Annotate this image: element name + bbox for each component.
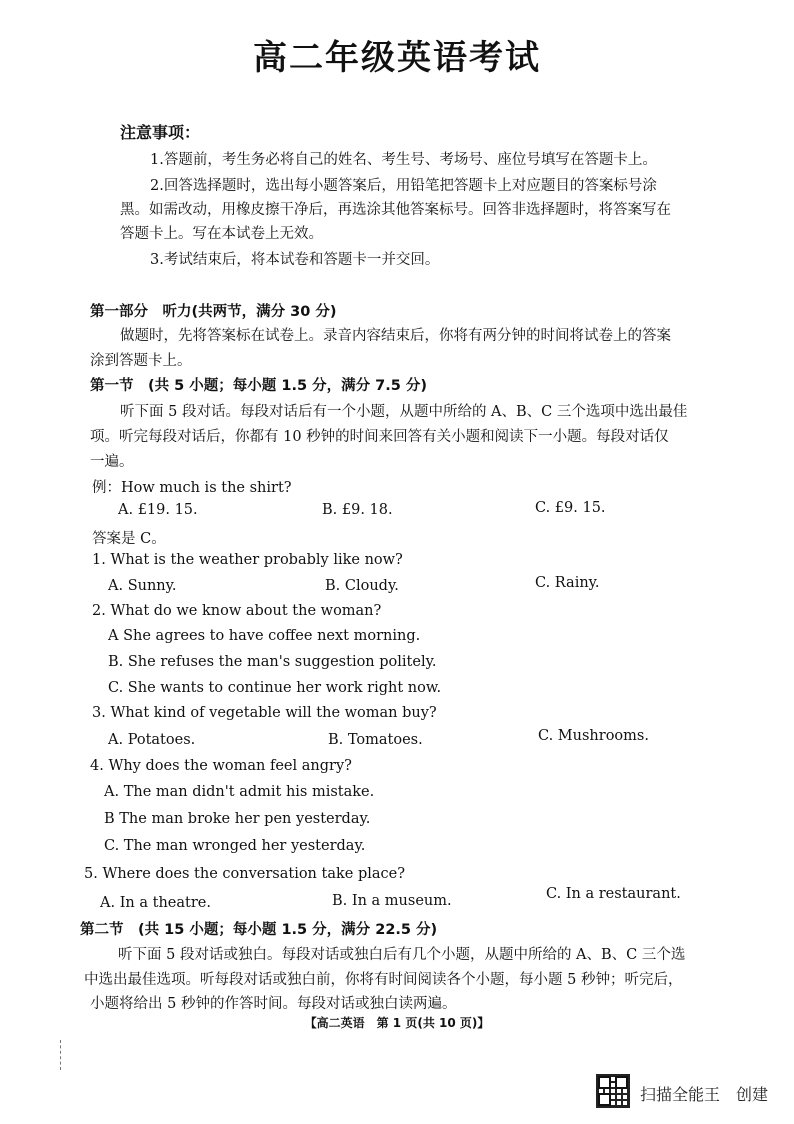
notice-heading: 注意事项： (120, 123, 201, 142)
q1-option-c: C. Rainy. (535, 575, 600, 591)
page-footer: 【高二英语 第 1 页(共 10 页)】 (304, 1016, 490, 1030)
section1-intro-c: 一遍。 (90, 454, 134, 470)
part1-heading: 第一部分 听力(共两节，满分 30 分) (90, 304, 337, 320)
q4-option-c: C. The man wronged her yesterday. (104, 838, 366, 854)
question-2: 2. What do we know about the woman? (92, 603, 382, 619)
page-title: 高二年级英语考试 (253, 38, 541, 78)
q1-option-a: A. Sunny. (108, 578, 177, 594)
q1-option-b: B. Cloudy. (325, 578, 399, 594)
scanner-watermark: 扫描全能王 创建 (640, 1085, 769, 1104)
q4-option-b: B The man broke her pen yesterday. (104, 811, 371, 827)
part1-intro-a: 做题时，先将答案标在试卷上。录音内容结束后，你将有两分钟的时间将试卷上的答案 (120, 328, 671, 344)
notice-line-3: 3.考试结束后，将本试卷和答题卡一并交回。 (150, 252, 440, 268)
q3-option-b: B. Tomatoes. (328, 732, 423, 748)
question-5: 5. Where does the conversation take place? (84, 866, 405, 882)
qr-code-icon (596, 1074, 630, 1108)
q5-option-b: B. In a museum. (332, 893, 452, 909)
part1-intro-b: 涂到答题卡上。 (90, 353, 192, 369)
q2-option-c: C. She wants to continue her work right now. (108, 680, 442, 696)
example-option-a: A. £19. 15. (118, 502, 198, 518)
question-1: 1. What is the weather probably like now? (92, 552, 403, 568)
section1-heading: 第一节 (共 5 小题；每小题 1.5 分，满分 7.5 分) (90, 378, 428, 394)
section2-intro-b: 中选出最佳选项。听每段对话或独白前，你将有时间阅读各个小题，每小题 5 秒钟；听完后， (84, 972, 683, 988)
notice-line-2c: 答题卡上。写在本试卷上无效。 (120, 226, 323, 242)
section2-intro-a: 听下面 5 段对话或独白。每段对话或独白后有几个小题，从题中所给的 A、B、C 三个选 (118, 947, 686, 963)
binding-margin-mark (60, 1040, 62, 1070)
q5-option-a: A. In a theatre. (100, 895, 211, 911)
q2-option-b: B. She refuses the man's suggestion politely. (108, 654, 437, 670)
q4-option-a: A. The man didn't admit his mistake. (104, 784, 375, 800)
example-option-b: B. £9. 18. (322, 502, 393, 518)
section1-intro-a: 听下面 5 段对话。每段对话后有一个小题，从题中所给的 A、B、C 三个选项中选出最佳 (120, 404, 688, 420)
q3-option-c: C. Mushrooms. (538, 728, 649, 744)
notice-line-1: 1.答题前，考生务必将自己的姓名、考生号、考场号、座位号填写在答题卡上。 (150, 152, 657, 168)
notice-line-2b: 黑。如需改动，用橡皮擦干净后，再选涂其他答案标号。回答非选择题时，将答案写在 (120, 202, 671, 218)
question-3: 3. What kind of vegetable will the woman buy? (92, 705, 437, 721)
q3-option-a: A. Potatoes. (108, 732, 196, 748)
q2-option-a: A She agrees to have coffee next morning. (108, 628, 421, 644)
section1-intro-b: 项。听完每段对话后，你都有 10 秒钟的时间来回答有关小题和阅读下一小题。每段对话仅 (90, 429, 669, 445)
section2-heading: 第二节 (共 15 小题；每小题 1.5 分，满分 22.5 分) (80, 922, 438, 938)
example-option-c: C. £9. 15. (535, 500, 606, 516)
example-answer: 答案是 C。 (92, 531, 166, 547)
question-4: 4. Why does the woman feel angry? (90, 758, 352, 774)
section2-intro-c: 小题将给出 5 秒钟的作答时间。每段对话或独白读两遍。 (90, 996, 457, 1012)
notice-line-2a: 2.回答选择题时，选出每小题答案后，用铅笔把答题卡上对应题目的答案标号涂 (150, 178, 657, 194)
example-question: 例：How much is the shirt? (92, 480, 292, 496)
q5-option-c: C. In a restaurant. (546, 886, 681, 902)
